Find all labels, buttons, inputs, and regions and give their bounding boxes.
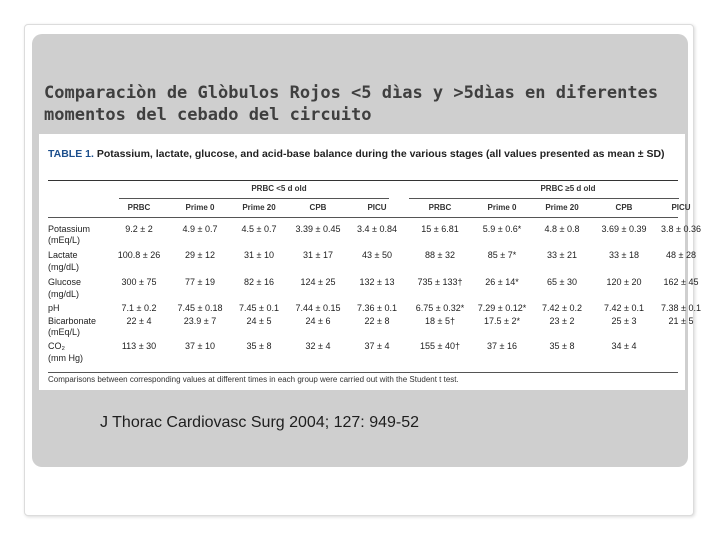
table-cell: 162 ± 45 <box>663 277 699 287</box>
table-cell: 32 ± 4 <box>305 341 331 351</box>
table-cell: 3.8 ± 0.36 <box>661 224 701 234</box>
group-underline-lt5 <box>119 198 389 199</box>
table-cell: 88 ± 32 <box>425 250 455 260</box>
column-header: PICU <box>671 203 691 212</box>
row-label: (mm Hg) <box>48 353 83 363</box>
table-cell: 33 ± 21 <box>547 250 577 260</box>
row-label: (mg/dL) <box>48 262 80 272</box>
table-cell: 7.1 ± 0.2 <box>121 303 157 313</box>
row-label: (mg/dL) <box>48 289 80 299</box>
table-cell: 37 ± 4 <box>364 341 390 351</box>
table-cell: 22 ± 8 <box>364 316 390 326</box>
table-cell: 22 ± 4 <box>126 316 152 326</box>
table-cell: 26 ± 14* <box>485 277 519 287</box>
table-cell: 113 ± 30 <box>121 341 157 351</box>
table-cell: 7.38 ± 0.1 <box>661 303 701 313</box>
column-header: Prime 20 <box>242 203 276 212</box>
table-cell: 4.5 ± 0.7 <box>241 224 277 234</box>
table-cell: 31 ± 17 <box>303 250 333 260</box>
table-cell: 3.69 ± 0.39 <box>601 224 647 234</box>
table-cell: 7.45 ± 0.1 <box>239 303 279 313</box>
table-tag: TABLE 1. <box>48 148 94 160</box>
table-cell: 124 ± 25 <box>300 277 336 287</box>
column-header: CPB <box>615 203 633 212</box>
table-cell: 3.4 ± 0.84 <box>357 224 397 234</box>
table-cell: 29 ± 12 <box>185 250 215 260</box>
table-cell: 7.45 ± 0.18 <box>177 303 223 313</box>
table-cell: 3.39 ± 0.45 <box>295 224 341 234</box>
column-header: Prime 0 <box>487 203 517 212</box>
table-bottom-rule <box>48 372 678 373</box>
column-header: Prime 20 <box>545 203 579 212</box>
slide-title: Comparaciòn de Glòbulos Rojos <5 dìas y >5dìas en diferentes momentos del cebado del circuito <box>44 83 659 125</box>
table-cell: 35 ± 8 <box>549 341 575 351</box>
row-label: Lactate <box>48 250 78 260</box>
citation: J Thorac Cardiovasc Surg 2004; 127: 949-52 <box>100 414 420 431</box>
group-underline-ge5 <box>409 198 679 199</box>
table-cell: 4.8 ± 0.8 <box>544 224 580 234</box>
table-cell: 155 ± 40† <box>420 341 460 351</box>
table-cell: 82 ± 16 <box>244 277 274 287</box>
group-label-ge5: PRBC ≥5 d old <box>540 184 596 193</box>
row-label: Bicarbonate <box>48 316 97 326</box>
table-cell: 77 ± 19 <box>185 277 215 287</box>
table-cell: 4.9 ± 0.7 <box>182 224 218 234</box>
row-label: CO₂ <box>48 341 65 351</box>
table-cell: 85 ± 7* <box>487 250 517 260</box>
table-cell: 7.42 ± 0.2 <box>542 303 582 313</box>
table-cell: 48 ± 28 <box>666 250 696 260</box>
row-label: pH <box>48 303 60 313</box>
table-cell: 100.8 ± 26 <box>117 250 161 260</box>
column-header: CPB <box>309 203 327 212</box>
table-caption <box>48 147 678 162</box>
row-label: (mEq/L) <box>48 327 81 337</box>
row-label: Glucose <box>48 277 82 287</box>
table-cell: 7.29 ± 0.12* <box>477 303 527 313</box>
table-footnote: Comparisons between corresponding values at different times in each group were carried out with the Student t test. <box>48 375 459 384</box>
row-label: Potassium <box>48 224 91 234</box>
table-top-rule <box>48 180 678 181</box>
table-caption-text: Potassium, lactate, glucose, and acid-base balance during the various stages (all values presented as mean ± SD) <box>96 148 665 160</box>
table-cell: 35 ± 8 <box>246 341 272 351</box>
table-cell: 9.2 ± 2 <box>125 224 153 234</box>
table-cell: 15 ± 6.81 <box>421 224 459 234</box>
column-header: PICU <box>367 203 387 212</box>
table-cell: 23.9 ± 7 <box>183 316 217 326</box>
group-label-lt5: PRBC <5 d old <box>251 184 307 193</box>
table-cell: 31 ± 10 <box>244 250 274 260</box>
table-cell: 7.36 ± 0.1 <box>357 303 397 313</box>
table-cell: 37 ± 10 <box>185 341 215 351</box>
table-cell: 24 ± 5 <box>246 316 272 326</box>
table-cell: 37 ± 16 <box>487 341 517 351</box>
table-cell: 34 ± 4 <box>611 341 637 351</box>
table-cell: 25 ± 3 <box>611 316 637 326</box>
table-cell: 65 ± 30 <box>547 277 577 287</box>
table-cell: 33 ± 18 <box>609 250 639 260</box>
table-cell: 120 ± 20 <box>606 277 642 287</box>
table-cell: 7.44 ± 0.15 <box>295 303 341 313</box>
table-cell: 7.42 ± 0.1 <box>604 303 644 313</box>
table-cell: 132 ± 13 <box>359 277 395 287</box>
table-cell: 17.5 ± 2* <box>484 316 520 326</box>
column-header: PRBC <box>428 203 452 212</box>
table-cell: 24 ± 6 <box>305 316 331 326</box>
column-header: Prime 0 <box>185 203 215 212</box>
table-cell: 21 ± 5 <box>668 316 694 326</box>
column-header: PRBC <box>127 203 151 212</box>
table-cell: 18 ± 5† <box>425 316 455 326</box>
table-cell: 300 ± 75 <box>121 277 157 287</box>
table-cell: 23 ± 2 <box>549 316 575 326</box>
table-cell: 6.75 ± 0.32* <box>415 303 465 313</box>
header-bottom-rule <box>48 217 678 218</box>
table-figure <box>39 134 701 390</box>
table-cell: 43 ± 50 <box>362 250 392 260</box>
row-label: (mEq/L) <box>48 235 81 245</box>
table-cell: 735 ± 133† <box>417 277 463 287</box>
table-cell: 5.9 ± 0.6* <box>482 224 522 234</box>
